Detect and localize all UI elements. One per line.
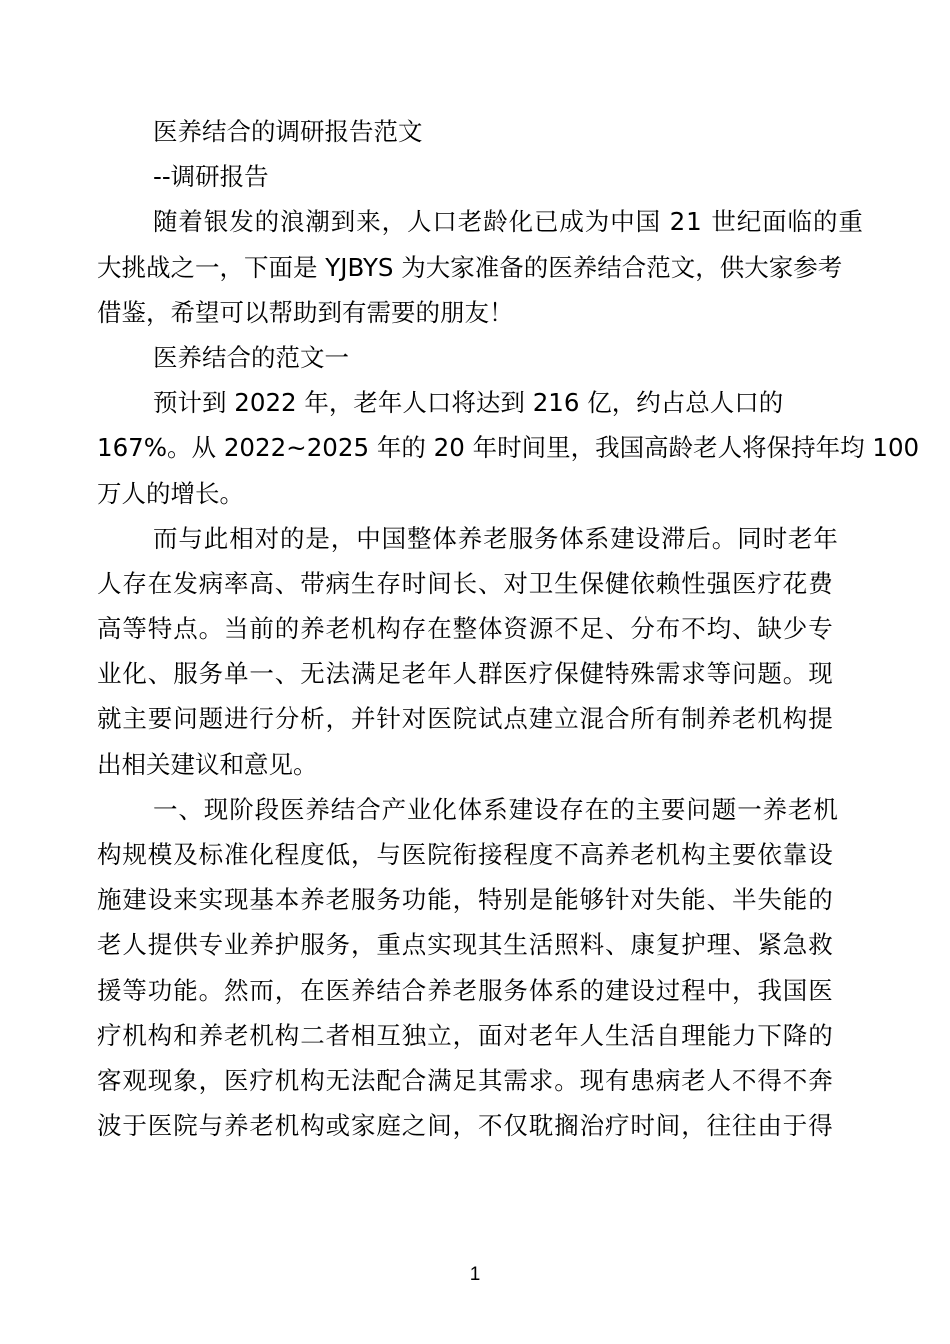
section-one-line: 老人提供专业养护服务，重点实现其生活照料、康复护理、紧急救 (97, 930, 834, 960)
document-body (97, 109, 920, 1148)
intro-line: 随着银发的浪潮到来，人口老龄化已成为中国 21 世纪面临的重 (153, 207, 864, 237)
section-one-line: 波于医院与养老机构或家庭之间，不仅耽搁治疗时间，往往由于得 (97, 1111, 834, 1141)
problem-line: 业化、服务单一、无法满足老年人群医疗保健特殊需求等问题。现 (97, 659, 834, 689)
section-one-line: 施建设来实现基本养老服务功能，特别是能够针对失能、半失能的 (97, 885, 834, 915)
problem-line: 人存在发病率高、带病生存时间长、对卫生保健依赖性强医疗花费 (97, 568, 834, 598)
intro-line: 借鉴，希望可以帮助到有需要的朋友！ (97, 297, 514, 327)
section-one-line: 援等功能。然而，在医养结合养老服务体系的建设过程中，我国医 (97, 975, 834, 1005)
section-one-line: 疗机构和养老机构二者相互独立，面对老年人生活自理能力下降的 (97, 1020, 834, 1050)
section-one-line: 构规模及标准化程度低，与医院衔接程度不高养老机构主要依靠设 (97, 840, 834, 869)
problem-line: 高等特点。当前的养老机构存在整体资源不足、分布不均、缺少专 (97, 614, 834, 644)
intro-line: 大挑战之一，下面是 YJBYS 为大家准备的医养结合范文，供大家参考 (97, 252, 843, 282)
stats-line: 万人的增长。 (97, 478, 244, 508)
problem-line: 而与此相对的是，中国整体养老服务体系建设滞后。同时老年 (153, 523, 839, 553)
section-one-line: 客观现象，医疗机构无法配合满足其需求。现有患病老人不得不奔 (97, 1065, 834, 1095)
document-title: 医养结合的调研报告范文 (153, 117, 423, 146)
problem-line: 就主要问题进行分析，并针对医院试点建立混合所有制养老机构提 (97, 704, 834, 734)
section-heading: 医养结合的范文一 (153, 342, 349, 372)
page-number: 1 (469, 1264, 481, 1285)
section-one-line: 一、现阶段医养结合产业化体系建设存在的主要问题一养老机 (153, 794, 839, 824)
problem-line: 出相关建议和意见。 (97, 749, 318, 779)
document-subtitle: --调研报告 (153, 162, 269, 192)
stats-line: 167%。从 2022~2025 年的 20 年时间里，我国高龄老人将保持年均 100 (97, 433, 920, 463)
stats-line: 预计到 2022 年，老年人口将达到 216 亿，约占总人口的 (153, 388, 784, 418)
